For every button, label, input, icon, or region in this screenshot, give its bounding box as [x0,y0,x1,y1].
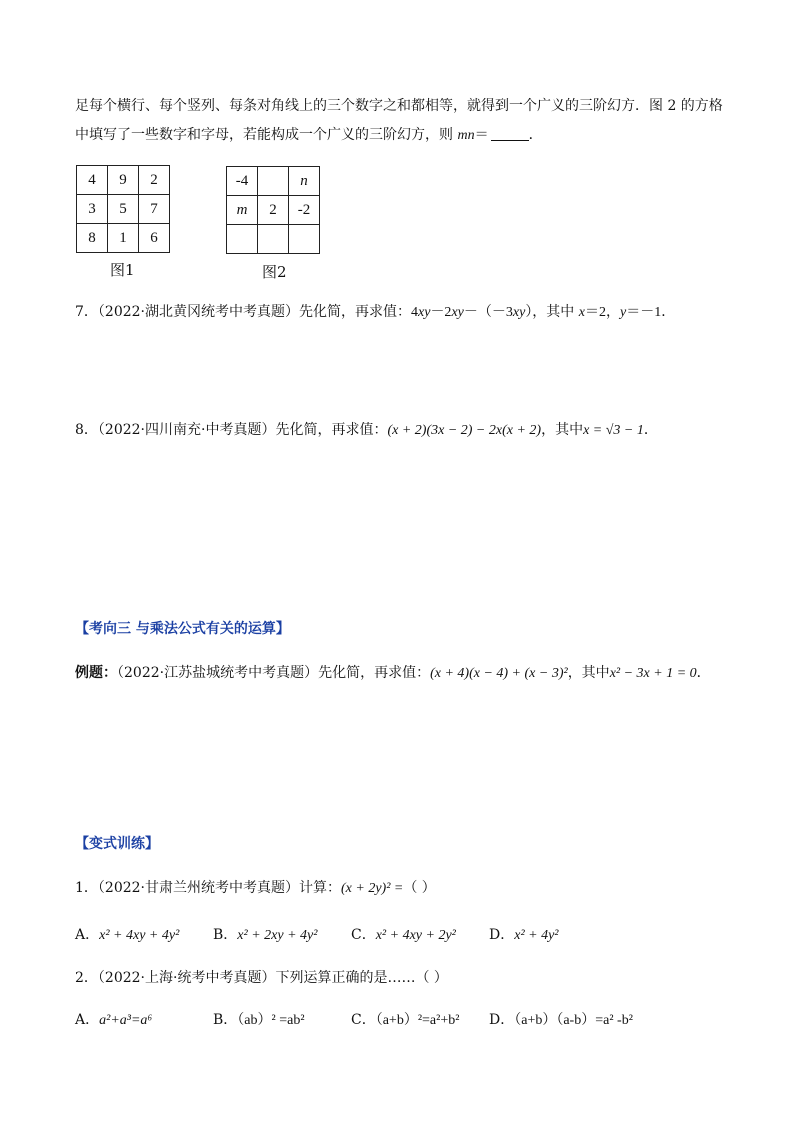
option-text: （a+b）²=a²+b² [375,1013,460,1028]
intro-text: 中填写了一些数字和字母，若能构成一个广义的三阶幻方，则 [75,127,458,143]
fig2-cell: -4 [227,167,258,196]
example-end: ． [696,665,711,681]
p2-number: 2． [75,970,98,986]
fig1-cell: 1 [108,224,139,253]
fig1-cell: 9 [108,166,139,195]
q7-number: 7． [75,304,98,320]
magic-square-figure-1 [76,165,170,253]
p1-number: 1． [75,880,98,896]
example-condition: x² − 3x + 1 = 0 [609,666,697,681]
example-expression: (x + 4)(x − 4) + (x − 3)² [430,666,568,681]
p1-option-c[interactable] [351,925,489,946]
intro-var-mn: mn [457,128,475,143]
option-label: D． [489,1012,515,1028]
q7-expr-part: －2 [430,305,452,320]
option-text: a²+a³=a⁶ [99,1013,153,1028]
p2-source: （2022·上海·统考中考真题）下列运算正确的是……（ ） [97,970,448,986]
p2-option-c[interactable] [351,1010,489,1031]
intro-line-2 [75,125,543,146]
section-heading-3: 【考向三 与乘法公式有关的运算】 [75,621,290,637]
p2-options [75,1010,633,1031]
p1-answer-paren: （ ） [403,880,436,896]
option-label: A． [75,927,100,943]
option-label: D． [489,927,515,943]
fig1-cell: 6 [139,224,170,253]
q8-source: （2022·四川南充·中考真题）先化简，再求值： [97,422,388,438]
q7-expr-part: xy [451,305,464,320]
fig1-cell: 7 [139,195,170,224]
p1-source: （2022·甘肃兰州统考中考真题）计算： [97,880,342,896]
option-label: B． [213,1012,238,1028]
q7-var-x: x [578,305,585,320]
q7-expr-part: xy [418,305,431,320]
q7-x-value: ＝2， [584,305,620,320]
q7-expr-part: xy [512,305,526,320]
p2-option-b[interactable] [213,1010,351,1031]
answer-blank [491,126,529,141]
practice-question-1 [75,878,436,899]
example-question [75,663,711,684]
p1-options [75,925,559,946]
fig2-cell [289,225,320,254]
q7-expr-part: ），其中 [525,304,579,320]
example-mid: ，其中 [567,665,610,681]
q8-end: ． [643,422,658,438]
figure-2-caption: 图2 [262,263,287,281]
p1-expression: (x + 2y)² = [341,881,404,896]
fig1-cell: 3 [77,195,108,224]
magic-square-figure-2 [226,166,320,254]
q8-mid: ，其中 [541,422,584,438]
example-source: （2022·江苏盐城统考中考真题）先化简，再求值： [117,665,431,681]
q8-condition: x = √3 − 1 [583,423,644,438]
fig2-cell: 2 [258,196,289,225]
practice-question-2 [75,968,448,988]
option-text: （a+b）（a-b）=a² -b² [514,1013,633,1028]
intro-line-1: 足每个横行、每个竖列、每条对角线上的三个数字之和都相等，就得到一个广义的三阶幻方．图 2 的方格 [75,98,723,114]
fig2-cell [227,225,258,254]
p2-option-d[interactable] [489,1010,633,1031]
fig1-cell: 2 [139,166,170,195]
option-text: x² + 4xy + 2y² [375,928,456,943]
option-label: B． [213,927,238,943]
option-label: C． [351,1012,376,1028]
question-8 [75,420,658,441]
p1-option-a[interactable] [75,925,213,946]
section-heading-practice: 【变式训练】 [75,836,159,852]
p1-option-d[interactable] [489,925,559,946]
q7-y-value: ＝－1． [626,305,676,320]
q8-number: 8． [75,422,98,438]
option-text: x² + 4xy + 4y² [99,928,180,943]
option-text: x² + 2xy + 4y² [237,928,318,943]
fig2-cell: m [227,196,258,225]
q8-expression: (x + 2)(3x − 2) − 2x(x + 2) [387,423,542,438]
option-text: （ab）² =ab² [237,1013,305,1028]
q7-expr-part: 4 [411,305,418,320]
question-7 [75,302,675,323]
fig1-cell: 8 [77,224,108,253]
intro-eq: ＝ [474,127,489,143]
fig2-cell: n [289,167,320,196]
fig1-cell: 5 [108,195,139,224]
fig1-cell: 4 [77,166,108,195]
p2-option-a[interactable] [75,1010,213,1031]
option-text: x² + 4y² [514,928,559,943]
intro-end: ． [528,127,543,143]
fig2-cell [258,167,289,196]
fig2-cell [258,225,289,254]
q7-source: （2022·湖北黄冈统考中考真题）先化简，再求值： [97,304,411,320]
fig2-cell: -2 [289,196,320,225]
figure-1-caption: 图1 [110,261,135,279]
q7-expr-part: －（－3 [463,305,513,320]
p1-option-b[interactable] [213,925,351,946]
option-label: C． [351,927,376,943]
q7-var-y: y [619,305,627,320]
example-label: 例题： [75,665,117,681]
option-label: A． [75,1012,100,1028]
